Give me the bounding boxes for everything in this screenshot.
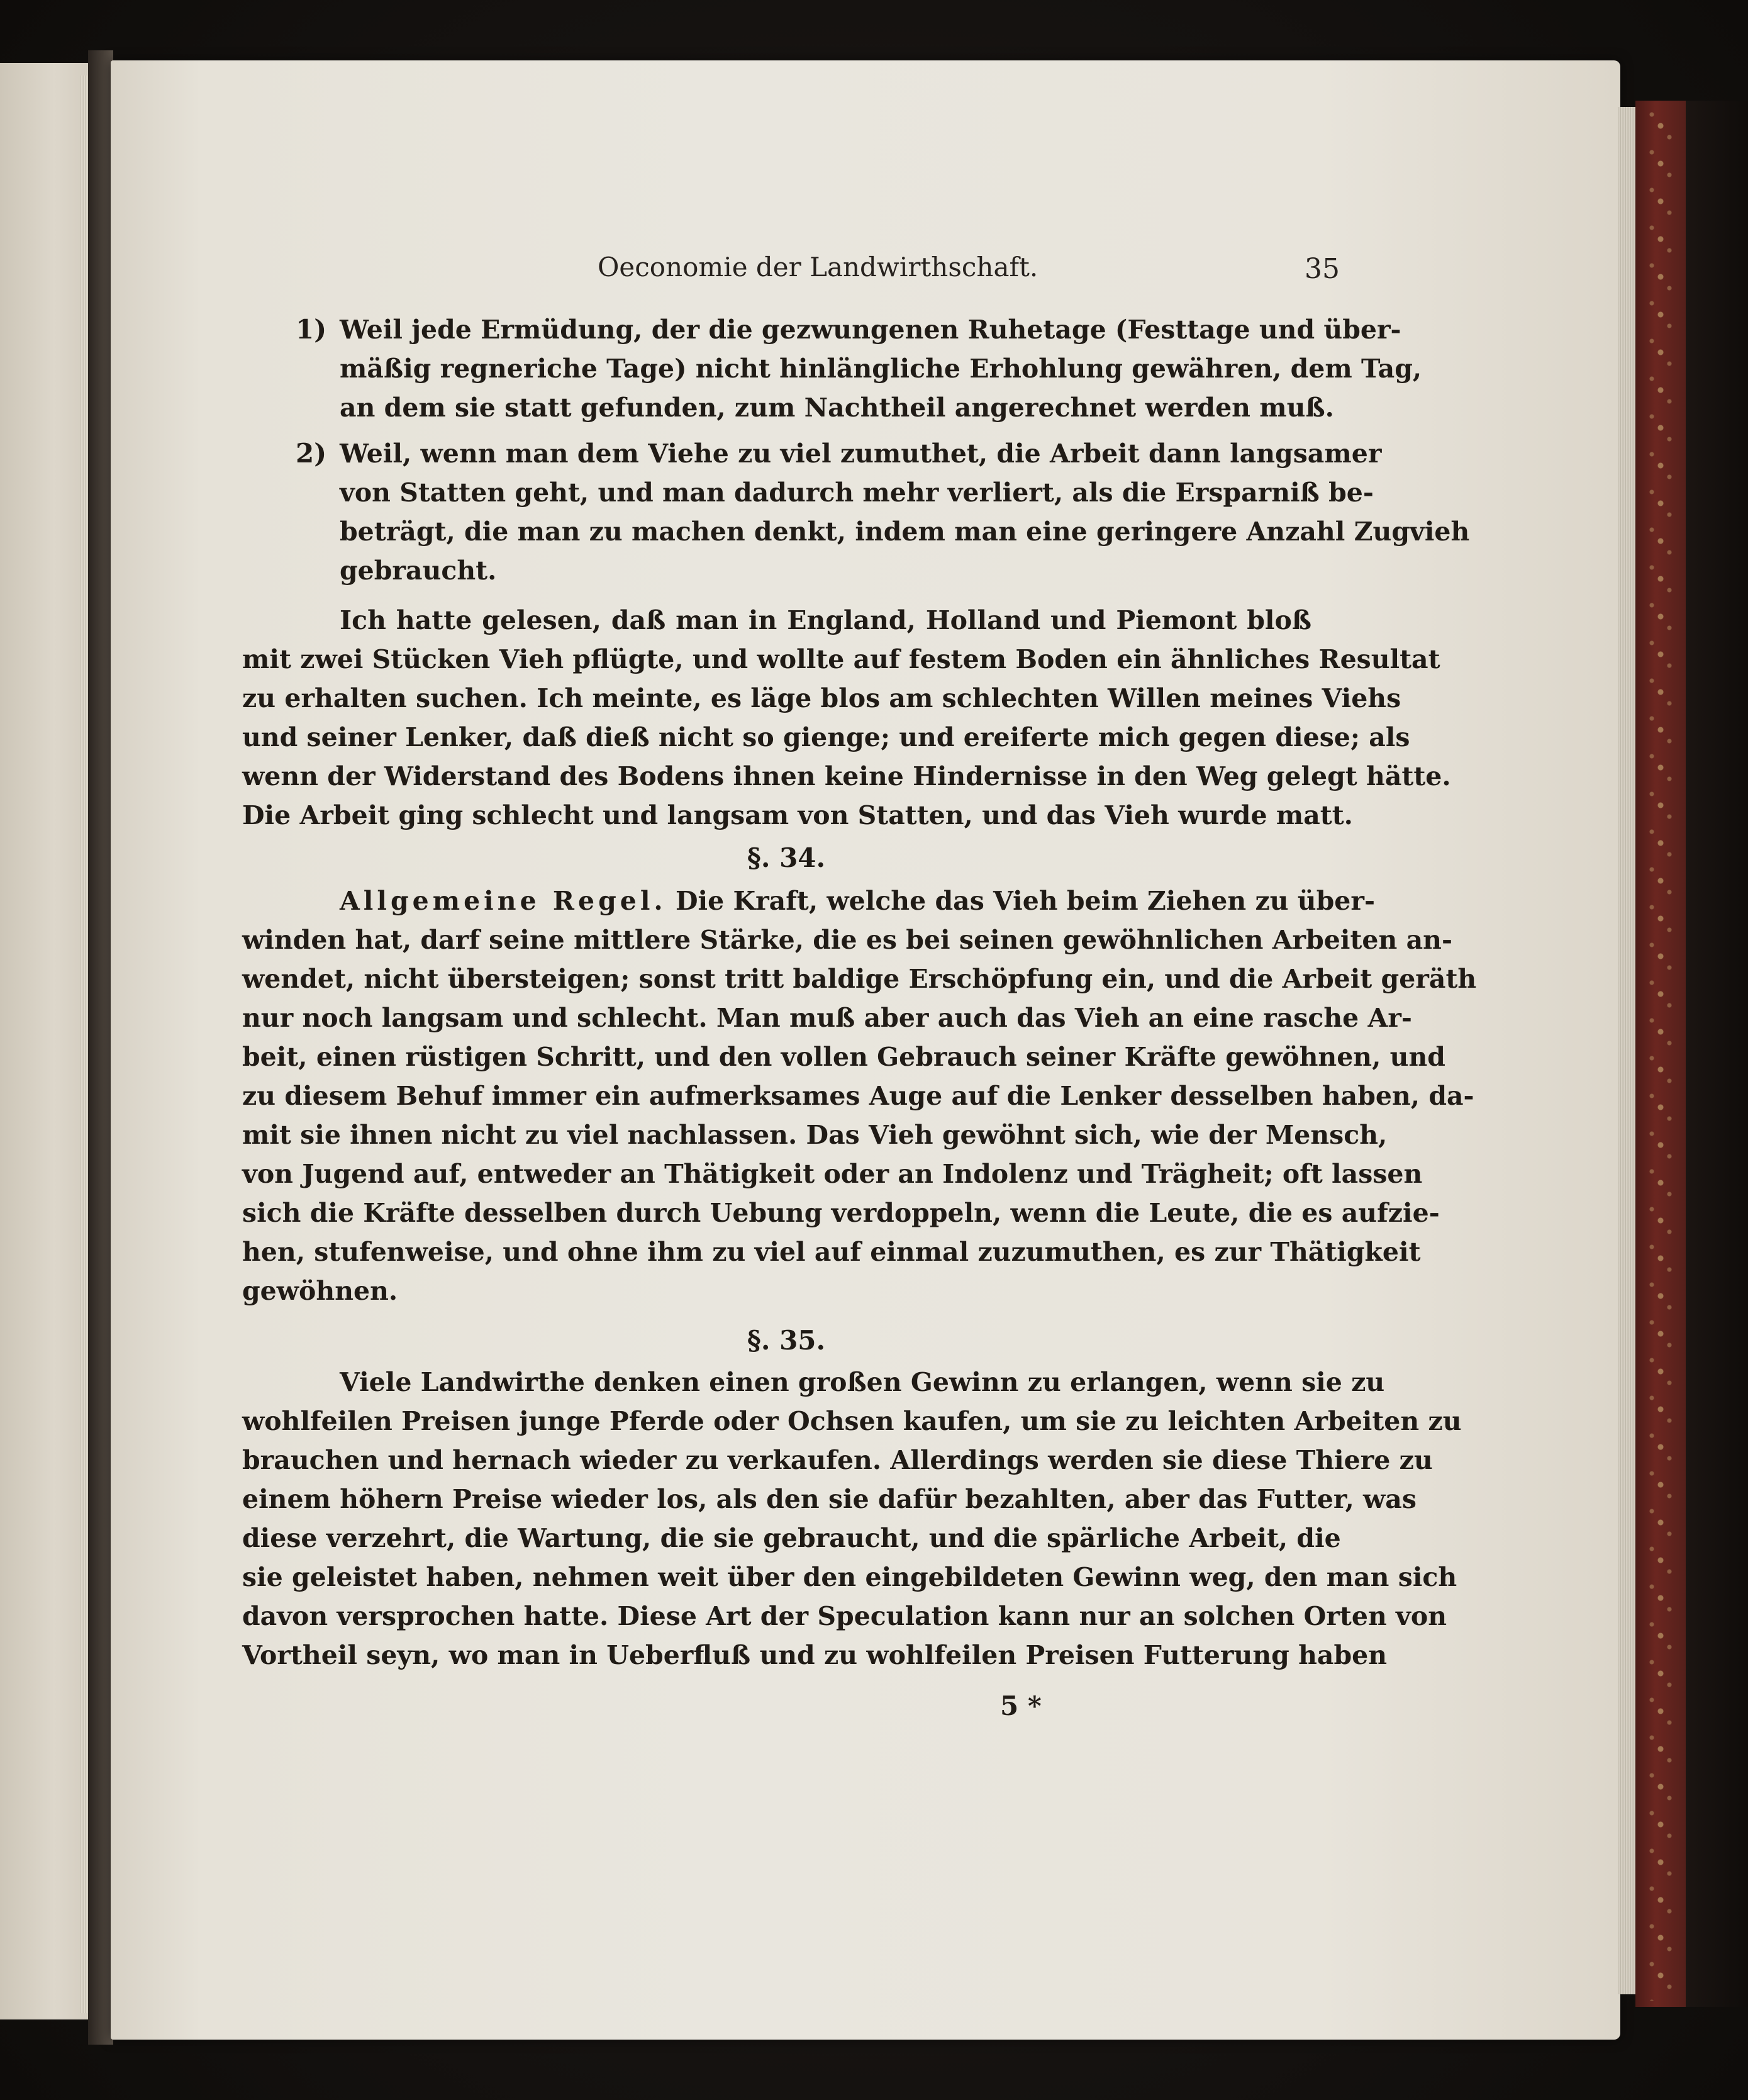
text-line: beträgt, die man zu machen denkt, indem man eine geringere Anzahl Zugvieh	[340, 517, 1470, 547]
signature-mark: 5 *	[1000, 1690, 1042, 1721]
text-line: wenn der Widerstand des Bodens ihnen keine Hindernisse in den Weg gelegt hätte.	[242, 761, 1451, 791]
cover-edge	[1686, 101, 1748, 2007]
cover-gilt-ornament	[1643, 107, 1678, 2001]
text-line: von Jugend auf, entweder an Thätigkeit oder an Indolenz und Trägheit; oft lassen	[242, 1159, 1423, 1189]
text-line: mit sie ihnen nicht zu viel nachlassen. Das Vieh gewöhnt sich, wie der Mensch,	[242, 1120, 1388, 1150]
text-line: von Statten geht, und man dadurch mehr verliert, als die Ersparniß be-	[340, 478, 1374, 508]
rule-text: Die Kraft, welche das Vieh beim Ziehen zu über-	[666, 886, 1375, 916]
text-line: wohlfeilen Preisen junge Pferde oder Ochsen kaufen, um sie zu leichten Arbeiten zu	[242, 1406, 1462, 1436]
text-line: wendet, nicht übersteigen; sonst tritt baldige Erschöpfung ein, und die Arbeit geräth	[242, 964, 1477, 994]
text-line: hen, stufenweise, und ohne ihm zu viel auf einmal zuzumuthen, es zur Thätigkeit	[242, 1237, 1421, 1267]
section-heading: §. 35.	[747, 1325, 826, 1356]
text-line: nur noch langsam und schlecht. Man muß aber auch das Vieh an eine rasche Ar-	[242, 1003, 1412, 1033]
item-number: 1)	[296, 314, 327, 345]
text-line: Die Arbeit ging schlecht und langsam von Statten, und das Vieh wurde matt.	[242, 800, 1353, 830]
text-line	[340, 881, 1375, 920]
text-line: sich die Kräfte desselben durch Uebung verdoppeln, wenn die Leute, die es aufzie-	[242, 1198, 1440, 1228]
book-gutter	[88, 50, 113, 2045]
text-line: Vortheil seyn, wo man in Ueberfluß und zu wohlfeilen Preisen Futterung haben	[242, 1640, 1388, 1670]
text-line: Weil jede Ermüdung, der die gezwungenen Ruhetage (Festtage und über-	[340, 315, 1401, 345]
text-line: mit zwei Stücken Vieh pflügte, und wollte auf festem Boden ein ähnliches Resultat	[242, 644, 1440, 674]
text-line: diese verzehrt, die Wartung, die sie gebraucht, und die spärliche Arbeit, die	[242, 1523, 1341, 1553]
text-line: mäßig regneriche Tage) nicht hinlängliche Erhohlung gewähren, dem Tag,	[340, 354, 1422, 384]
item-number: 2)	[296, 438, 327, 469]
text-line: und seiner Lenker, daß dieß nicht so gienge; und ereiferte mich gegen diese; als	[242, 722, 1410, 752]
text-line: sie geleistet haben, nehmen weit über den eingebildeten Gewinn weg, den man sich	[242, 1562, 1457, 1592]
page-number: 35	[1305, 253, 1340, 285]
text-line: gebraucht.	[340, 556, 497, 586]
text-line: zu erhalten suchen. Ich meinte, es läge blos am schlechten Willen meines Viehs	[242, 683, 1401, 713]
page-block-edges	[1618, 107, 1635, 1994]
running-title: Oeconomie der Landwirthschaft.	[598, 252, 1038, 282]
text-line: davon versprochen hatte. Diese Art der Speculation kann nur an solchen Orten von	[242, 1601, 1447, 1631]
left-page	[0, 63, 91, 2019]
text-line: gewöhnen.	[242, 1276, 398, 1306]
text-line: an dem sie statt gefunden, zum Nachtheil angerechnet werden muß.	[340, 393, 1334, 423]
rule-lead: Allgemeine Regel.	[340, 886, 667, 916]
text-line: brauchen und hernach wieder zu verkaufen. Allerdings werden sie diese Thiere zu	[242, 1445, 1433, 1475]
text-line: einem höhern Preise wieder los, als den sie dafür bezahlten, aber das Futter, was	[242, 1484, 1417, 1514]
text-line: Viele Landwirthe denken einen großen Gewinn zu erlangen, wenn sie zu	[340, 1367, 1385, 1397]
text-line: zu diesem Behuf immer ein aufmerksames Auge auf die Lenker desselben haben, da-	[242, 1081, 1474, 1111]
text-line: Ich hatte gelesen, daß man in England, Holland und Piemont bloß	[340, 605, 1311, 635]
text-line: winden hat, darf seine mittlere Stärke, die es bei seinen gewöhnlichen Arbeiten an-	[242, 925, 1452, 955]
text-line: Weil, wenn man dem Viehe zu viel zumuthet, die Arbeit dann langsamer	[340, 438, 1382, 469]
text-line: beit, einen rüstigen Schritt, und den vollen Gebrauch seiner Kräfte gewöhnen, und	[242, 1042, 1445, 1072]
section-heading: §. 34.	[747, 842, 826, 873]
